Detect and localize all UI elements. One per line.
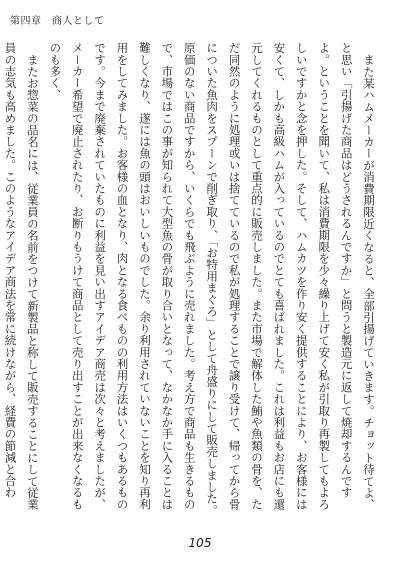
body-text [3,42,380,520]
paragraph: また某ハムメーカーが消費期限近くなると、全部引揚げていきます。チョット待てよ、と思い「引揚げた商品はどうされるんですか」と問うと製造元に返して焼却するんですよ。ということを聞いて、私は消費期限を少々繰り上げて安く私が引取り再製してもよろしいですかと念を押した。そして、ハムカツを作り安く提供することにより、お客様には安くて、しかも高級ハムが入っているのでとても喜ばれました。これは利益もお店にも還元してくれるものとして重点的に販売しました。また市場で解体した鮪や魚類の骨を、ただ同然のように処理或いは捨てているので私が処理することで譲り受けて、帰ってから骨についた魚肉をスプーンで削ぎ取り、「お特用まぐろ」として舟盛りにして販売しました。原価のない商品ですから、いくらでも飛ぶように売れました。考え方で商品も生きるもので、市場ではこの事が知られて大型魚の骨が取り合いとなって、なかなか手に入ることは難しくなり、遂には魚の頭はおいしいものでした。余り利用されていないことを知り再利用をしてみました。お客様の血となり、肉となる食べものの利用方法はいくつもあるものです。今まで廃棄されていたものに利益を見い出すアイデア商売は次々と考えましたが、メーカー希望で廃止されたり、お断りもうけて商品として売り出すことが出来なくなるものも多く、 [48,42,376,516]
chapter-header: 第四章 商人として [10,16,105,27]
page-number: 105 [188,536,212,550]
paragraph: またお惣菜の品名には、従業員の名前をつけて新製品と称して販売することにして従業員の志気も高めました。このようなアイデア商法を常に続けながら、経費の節減と合わ [3,42,40,510]
